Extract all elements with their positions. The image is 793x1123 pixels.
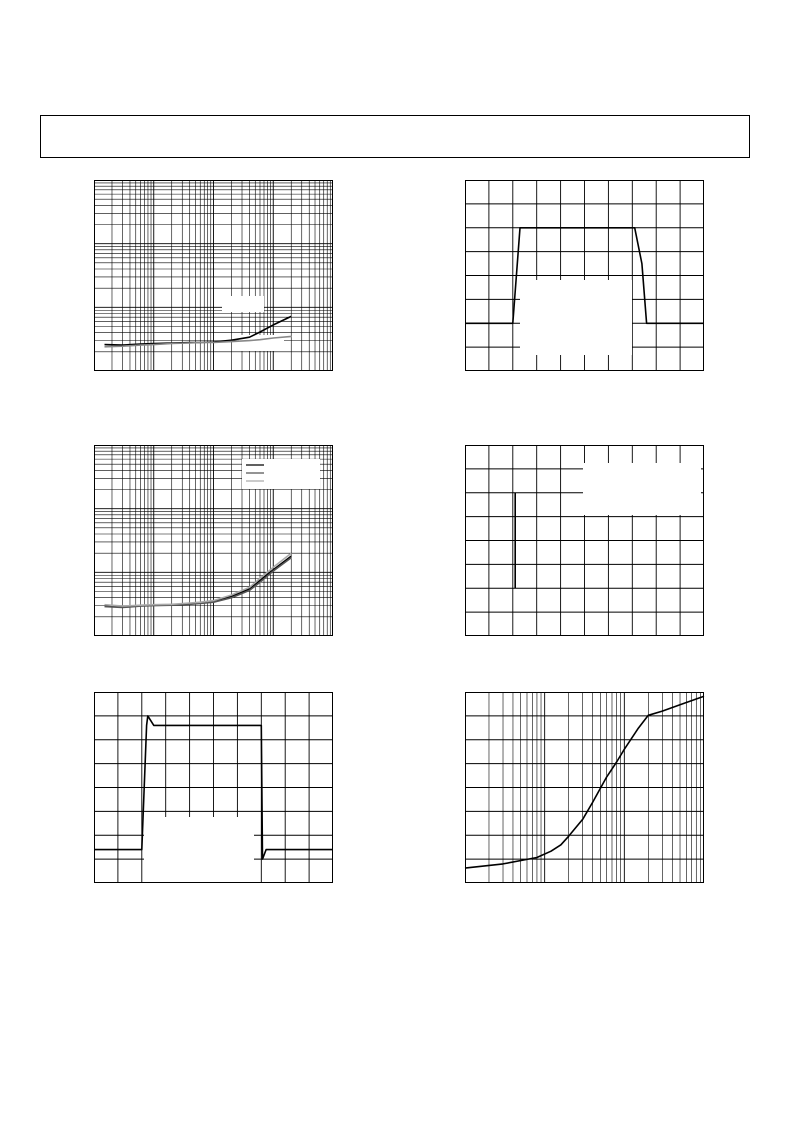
label-mask bbox=[222, 296, 264, 312]
series-line-1 bbox=[105, 556, 292, 607]
chart-5 bbox=[94, 692, 333, 883]
label-mask bbox=[144, 817, 254, 882]
title-box bbox=[40, 115, 750, 158]
chart-3 bbox=[94, 445, 333, 636]
series-line-1 bbox=[465, 696, 704, 868]
label-mask bbox=[583, 463, 701, 515]
chart-6 bbox=[465, 692, 704, 883]
label-mask bbox=[520, 280, 632, 355]
series-line-2 bbox=[105, 558, 292, 608]
label-mask bbox=[242, 459, 320, 489]
chart-1 bbox=[94, 180, 333, 371]
chart-4 bbox=[465, 445, 704, 636]
chart-2 bbox=[465, 180, 704, 371]
